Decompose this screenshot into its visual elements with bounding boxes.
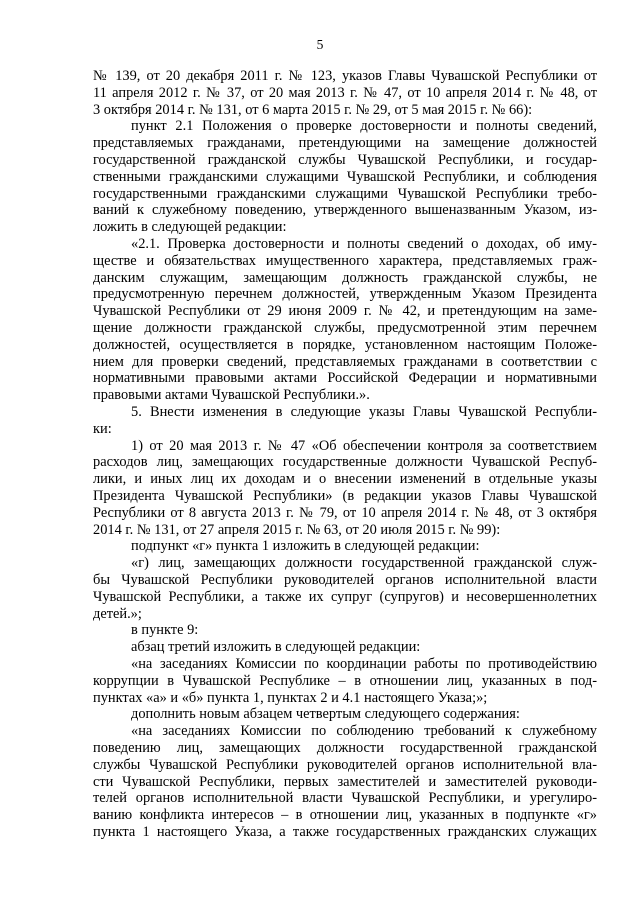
text-line: ществе и обязательствах имущественного характера, представляемых граж- (93, 252, 597, 269)
text-line: 5. Внести изменения в следующие указы Главы Чувашской Республи- (131, 404, 597, 420)
text-line: ваний к служебному поведению, утвержденного вышеназванным Указом, из- (93, 202, 597, 219)
text-line: 11 апреля 2012 г. № 37, от 20 мая 2013 г. № 47, от 10 апреля 2014 г. № 48, от (93, 84, 597, 101)
text-line: должностей, осуществляется в порядке, установленном настоящим Положе- (93, 336, 597, 353)
text-line: нием для проверки сведений, представляемых гражданами в соответствии с (93, 353, 597, 370)
text-line: бы Чувашской Республики руководителей органов исполнительной власти (93, 572, 597, 588)
text-line: «на заседаниях Комиссии по координации работы по противодействию (131, 656, 597, 672)
text-line: № 139, от 20 декабря 2011 г. № 123, указов Главы Чувашской Республики от (93, 68, 597, 84)
text-line: пункт 2.1 Положения о проверке достоверности и полноты сведений, (131, 118, 597, 135)
text-line: расходов лиц, замещающих государственные должности Чувашской Респуб- (93, 454, 597, 471)
text-line: Президента Чувашской Республики» (в редакции указов Главы Чувашской (93, 488, 597, 504)
text-line: абзац третий изложить в следующей редакции: (131, 639, 421, 656)
text-line: подпункт «г» пункта 1 изложить в следующей редакции: (131, 538, 480, 555)
text-line: «2.1. Проверка достоверности и полноты сведений о доходах, об иму- (131, 236, 597, 252)
text-line: нормативными правовыми актами Российской Федерации и нормативными (93, 370, 597, 387)
text-line: «на заседаниях Комиссии по соблюдению требований к служебному (131, 723, 597, 740)
text-line: щение должности гражданской службы, предусмотренной этим перечнем (93, 320, 597, 336)
text-line: детей.»; (93, 605, 142, 622)
text-line: 3 октября 2014 г. № 131, от 6 марта 2015 г. № 29, от 5 мая 2015 г. № 66): (93, 101, 533, 118)
text-line: пунктах «а» и «б» пункта 1, пунктах 2 и 4.1 настоящего Указа;»; (93, 689, 488, 706)
text-line: Республики от 8 августа 2013 г. № 79, от 10 апреля 2014 г. № 48, от 3 октября (93, 504, 597, 521)
text-line: ложить в следующей редакции: (93, 219, 287, 236)
text-line: представляемых гражданами, претендующими на замещение должностей (93, 135, 597, 152)
text-line: дополнить новым абзацем четвертым следующего содержания: (131, 706, 520, 723)
text-line: поведению лиц, замещающих должности государственной гражданской (93, 740, 597, 756)
text-line: Чувашской Республики от 29 июня 2009 г. № 42, и претендующим на заме- (93, 303, 597, 320)
text-line: государственными гражданскими служащими Чувашской Республики требо- (93, 185, 597, 202)
text-line: данским служащим, замещающим должность гражданской службы, не (93, 269, 597, 286)
text-line: телей органов исполнительной власти Чувашской Республики, и урегулиро- (93, 790, 597, 807)
text-line: «г) лиц, замещающих должности государственной гражданской служ- (131, 555, 597, 572)
text-line: лики, и иных лиц их доходам и о внесении изменений в отдельные указы (93, 471, 597, 488)
page-number: 5 (316, 37, 324, 52)
text-line: государственной гражданской службы Чувашской Республики, и государ- (93, 152, 597, 168)
text-line: в пункте 9: (131, 622, 199, 639)
text-line: ванию конфликта интересов – в отношении лиц, указанных в подпункте «г» (93, 807, 597, 824)
text-line: Чувашской Республики, а также их супруг (супругов) и несовершеннолетних (93, 588, 597, 605)
text-line: коррупции в Чувашской Республике – в отношении лиц, указанных в под- (93, 672, 597, 689)
text-line: сти Чувашской Республики, первых заместителей и заместителей руководи- (93, 773, 597, 790)
text-line: ки: (93, 420, 112, 437)
text-line: правовыми актами Чувашской Республики.». (93, 387, 370, 404)
text-line: ственными гражданскими служащими Чувашской Республики, и соблюдения (93, 168, 597, 185)
text-line: предусмотренную перечнем должностей, утвержденным Указом Президента (93, 286, 597, 303)
text-line: 2014 г. № 131, от 27 апреля 2015 г. № 63, от 20 июля 2015 г. № 99): (93, 521, 501, 538)
text-line: 1) от 20 мая 2013 г. № 47 «Об обеспечении контроля за соответствием (131, 437, 597, 454)
text-line: службы Чувашской Республики руководителей органов исполнительной вла- (93, 756, 597, 773)
text-line: пункта 1 настоящего Указа, а также государственных гражданских служащих (93, 824, 597, 840)
